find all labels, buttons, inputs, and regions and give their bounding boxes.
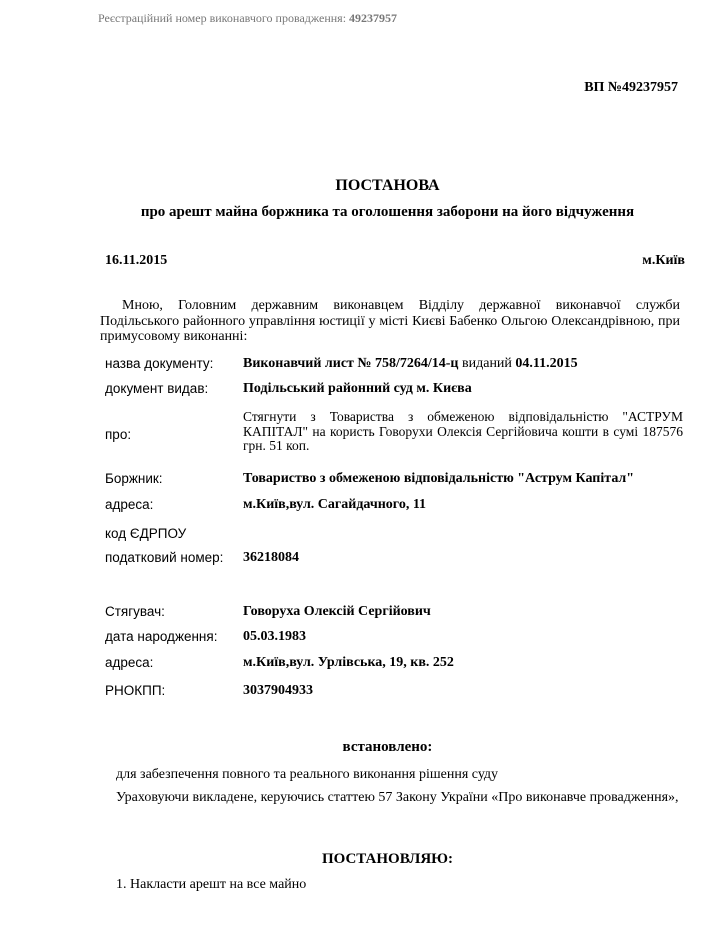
debtor-edrpou-label: код ЄДРПОУ — [105, 526, 187, 541]
document-city: м.Київ — [642, 253, 685, 268]
creditor-address: м.Київ,вул. Урлівська, 19, кв. 252 — [243, 655, 454, 670]
creditor-rnokpp-label: РНОКПП: — [105, 683, 166, 698]
vp-number: ВП №49237957 — [584, 80, 678, 95]
debtor-address-label: адреса: — [105, 497, 154, 512]
debtor-name: Товариство з обмеженою відповідальністю "Аструм Капітал" — [243, 471, 635, 486]
decree-item-1: 1. Накласти арешт на все майно — [116, 877, 307, 892]
doc-name-value: Виконавчий лист № 758/7264/14-ц — [243, 356, 459, 371]
document-date: 16.11.2015 — [105, 253, 168, 268]
established-text: для забезпечення повного та реального виконання рішення суду — [116, 767, 499, 782]
doc-issuer-label: документ видав: — [105, 381, 209, 396]
intro-paragraph — [100, 298, 680, 345]
registration-number: 49237957 — [349, 11, 398, 25]
debtor-label: Боржник: — [105, 471, 163, 486]
considering-paragraph: Ураховуючи викладене, керуючись статтею 57 Закону України «Про виконавче провадження», — [116, 790, 679, 805]
decree-heading: ПОСТАНОВЛЯЮ: — [321, 851, 454, 867]
doc-name-row — [243, 356, 683, 372]
doc-issued-word: виданий — [462, 356, 512, 371]
creditor-rnokpp: 3037904933 — [243, 683, 313, 698]
registration-label: Реєстраційний номер виконавчого провадження: — [98, 11, 347, 25]
creditor-birth-label: дата народження: — [105, 629, 218, 644]
debtor-tax-label: податковий номер: — [105, 550, 224, 565]
doc-issuer-value: Подільський районний суд м. Києва — [243, 381, 472, 396]
creditor-name: Говоруха Олексій Сергійович — [243, 604, 431, 619]
creditor-address-label: адреса: — [105, 655, 154, 670]
document-subtitle: про арешт майна боржника та оголошення заборони на його відчуження — [140, 204, 635, 220]
intro-text: Мною, Головним державним виконавцем Відділу державної виконавчої служби Подільського районного управління юстиції у місті Києві Бабенко Ольгою Олександрівною, при примусовому виконанні: — [100, 298, 680, 344]
doc-about-label: про: — [105, 427, 132, 442]
creditor-label: Стягувач: — [105, 604, 165, 619]
debtor-address: м.Київ,вул. Сагайдачного, 11 — [243, 497, 427, 512]
doc-name-label: назва документу: — [105, 356, 214, 371]
doc-about-value: Стягнути з Товариства з обмеженою відповідальністю "АСТРУМ КАПІТАЛ" на користь Говорухи Олексія Сергійовича кошти в сумі 187576 грн. 51 коп. — [243, 409, 683, 453]
established-heading: встановлено: — [342, 739, 433, 755]
creditor-birth-date: 05.03.1983 — [243, 629, 306, 644]
registration-number-line — [98, 11, 397, 26]
document-title: ПОСТАНОВА — [335, 177, 440, 194]
debtor-tax-number: 36218084 — [243, 550, 299, 565]
doc-issued-date: 04.11.2015 — [515, 356, 578, 371]
